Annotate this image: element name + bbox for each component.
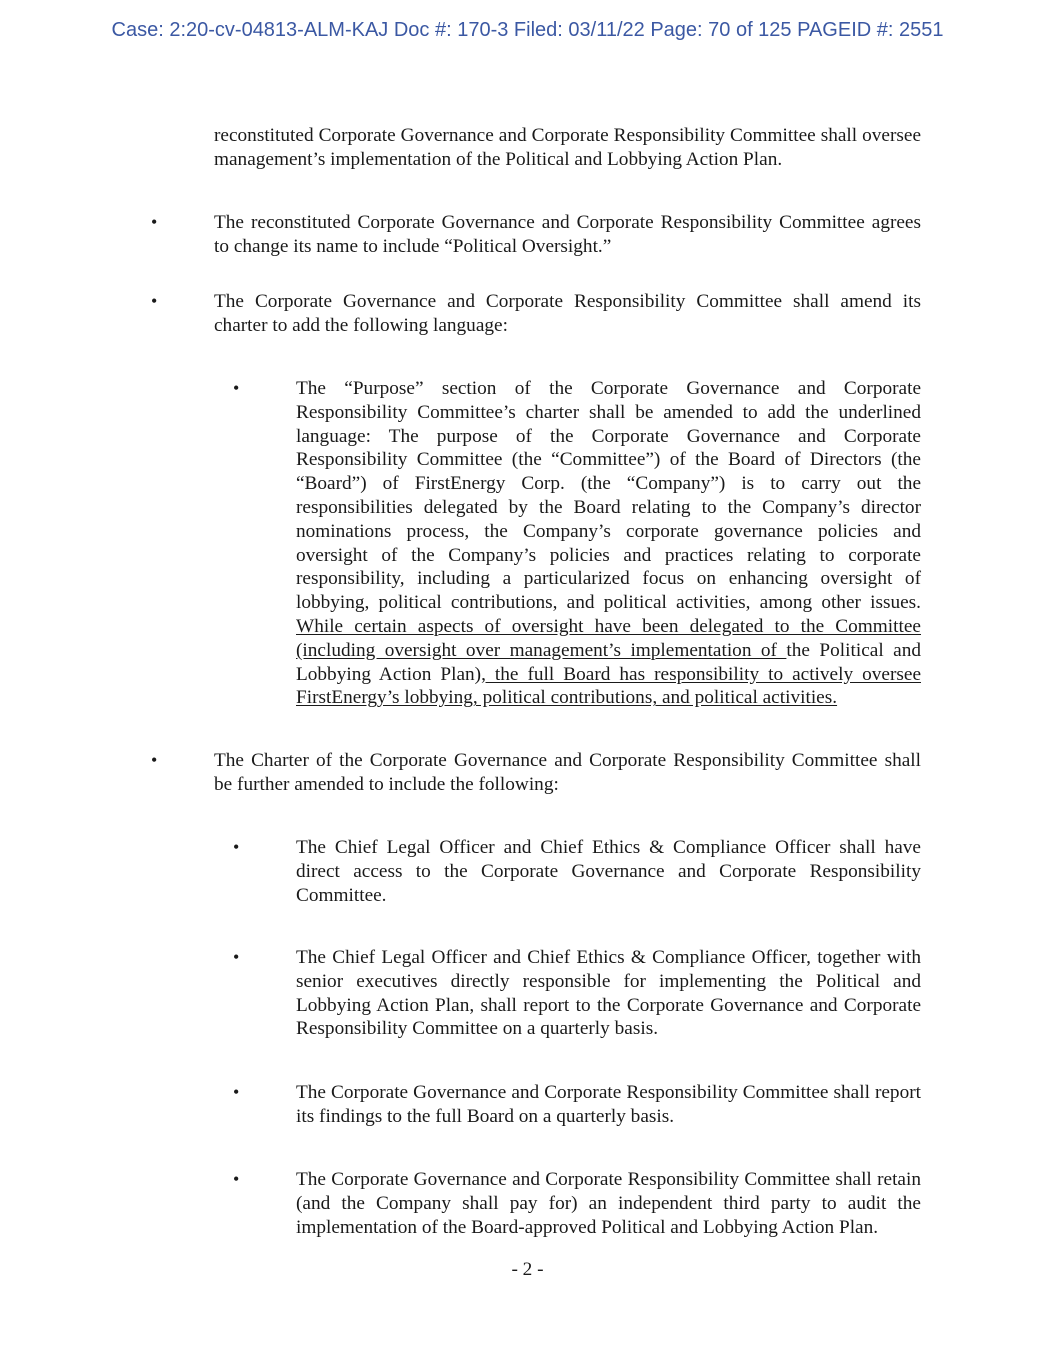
bullet: •	[233, 378, 240, 398]
paragraph-continuation: reconstituted Corporate Governance and Corporate Responsibility Committee shall oversee management’s implementation of the Political and Lobbying Action Plan.	[214, 125, 921, 170]
bullet: •	[233, 1169, 240, 1189]
subbullet-audit: The Corporate Governance and Corporate Responsibility Committee shall retain (and the Company shall pay for) an independent third party to audit the implementation of the Board-approved Political and Lobbying Action Plan.	[296, 1169, 921, 1238]
subbullet-quarterly-report: The Chief Legal Officer and Chief Ethics & Compliance Officer, together with senior executives directly responsible for implementing the Political and Lobbying Action Plan, shall report to the Corporate Governance and Corporate Responsibility Committee on a quarterly basis.	[296, 947, 921, 1040]
subbullet-direct-access: The Chief Legal Officer and Chief Ethics & Compliance Officer shall have direct access to the Corporate Governance and Corporate Responsibility Committee.	[296, 837, 921, 906]
bullet: •	[233, 947, 240, 967]
bullet-amend-charter: The Corporate Governance and Corporate Responsibility Committee shall amend its charter to add the following language:	[214, 291, 921, 336]
bullet-further-amend: The Charter of the Corporate Governance and Corporate Responsibility Committee shall be further amended to include the following:	[214, 750, 921, 795]
bullet: •	[151, 291, 158, 311]
page-number: - 2 -	[511, 1259, 544, 1280]
underlined-text: While certain aspects of oversight have been delegated to the Committee (including oversight over management’s implementation of	[296, 615, 921, 661]
bullet-rename-committee: The reconstituted Corporate Governance and Corporate Responsibility Committee agrees to change its name to include “Political Oversight.”	[214, 212, 921, 257]
bullet: •	[233, 1082, 240, 1102]
bullet: •	[151, 212, 158, 232]
subbullet-findings: The Corporate Governance and Corporate Responsibility Committee shall report its findings to the full Board on a quarterly basis.	[296, 1082, 921, 1127]
purpose-text-2: the Political and Lobbying Action Plan)	[296, 639, 921, 685]
purpose-text: The “Purpose” section of the Corporate Governance and Corporate Responsibility Committee’s charter shall be amended to add the underlined language: The purpose of the Corporate Governance and Corporate Responsibility Committee (the “Committee”) of the Board of Directors (the “Board”) of FirstEnergy Corp. (the “Company”) is to carry out the responsibilities delegated by the Board relating to the Company’s director nominations process, the Company’s corporate governance policies and oversight of the Company’s policies and practices relating to corporate responsibility, including a particularized focus on enhancing oversight of lobbying, political contributions, and political activities, among other issues.	[296, 378, 921, 614]
bullet: •	[233, 837, 240, 857]
subbullet-purpose-section	[296, 377, 921, 710]
bullet: •	[151, 750, 158, 770]
case-header: Case: 2:20-cv-04813-ALM-KAJ Doc #: 170-3 Filed: 03/11/22 Page: 70 of 125 PAGEID #: 2551	[111, 19, 944, 41]
underlined-text-2: , the full Board has responsibility to actively oversee FirstEnergy’s lobbying, political contributions, and political activities.	[296, 663, 921, 709]
